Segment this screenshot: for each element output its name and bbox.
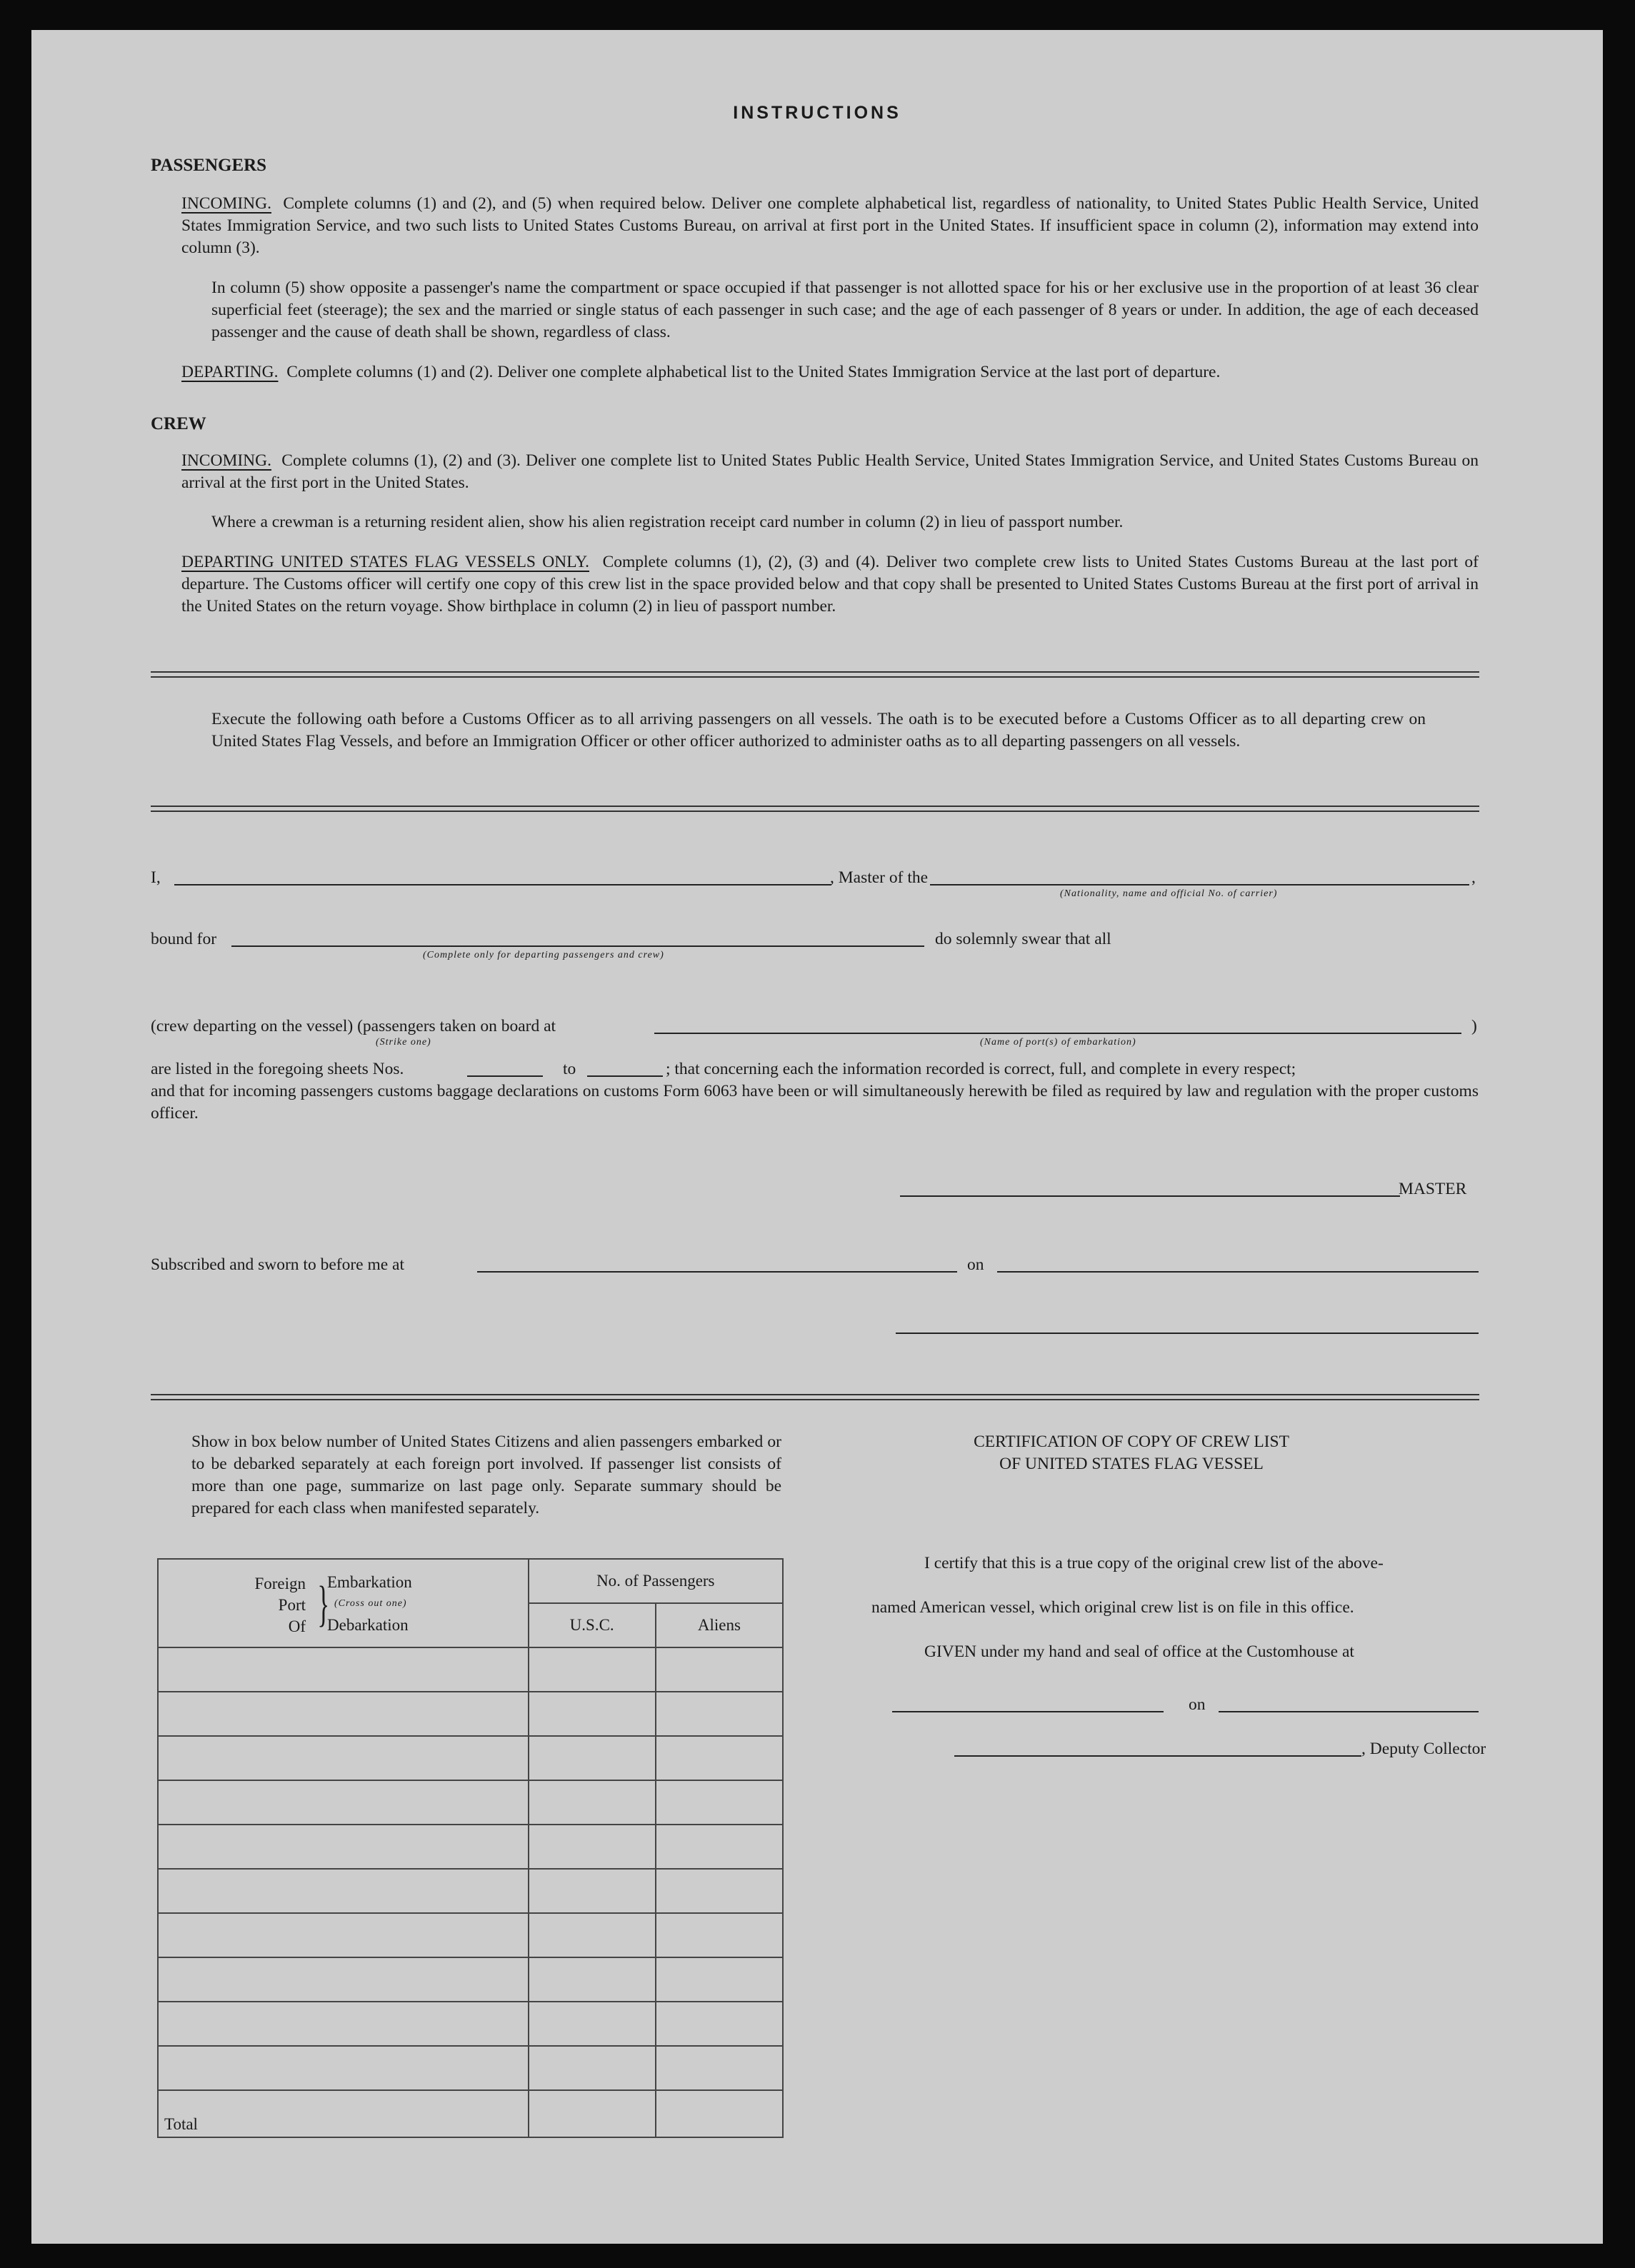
table-row <box>158 1736 783 1780</box>
sheet-to-field[interactable] <box>587 1075 663 1077</box>
port-cell[interactable] <box>158 1913 529 1957</box>
resident-alien-instructions: Where a crewman is a returning resident alien, show his alien registration receipt card number in column (2) in lieu of passport number. <box>211 513 1124 531</box>
officer-signature-field[interactable] <box>896 1333 1479 1334</box>
passengers-departing-instructions <box>181 361 1479 383</box>
crew-departing-instructions <box>181 551 1479 618</box>
aliens-cell[interactable] <box>656 2002 783 2046</box>
aliens-cell[interactable] <box>656 2046 783 2090</box>
aliens-cell[interactable] <box>656 1692 783 1736</box>
total-label: Total <box>158 2090 529 2137</box>
port-cell[interactable] <box>158 2046 529 2090</box>
ports-caption: (Name of port(s) of embarkation) <box>980 1037 1136 1048</box>
usc-cell[interactable] <box>529 1780 656 1825</box>
oath-instructions: Execute the following oath before a Customs Officer as to all arriving passengers on all vessels. The oath is to be executed before a Customs Officer as to all departing crew on United States Flag Vessels, and before an Immigration Officer or other officer authorized to administer oaths as to all departing passengers on all vessels. <box>211 710 1426 751</box>
carrier-field[interactable] <box>930 884 1469 885</box>
crew-incoming-label: INCOMING. <box>181 451 271 470</box>
bound-for-field[interactable] <box>231 945 924 947</box>
column5-instructions: In column (5) show opposite a passenger's name the compartment or space occupied if that passenger is not allotted space for his or her exclusive use in the proportion of at least 36 clear superficial feet (steerage); the sex and the married or single status of each passenger in such case; and the age of each passenger of 8 years or under. In addition, the age of each deceased passenger and the cause of death shall be shown, regardless of class. <box>211 279 1479 341</box>
aliens-cell[interactable] <box>656 1957 783 2002</box>
usc-cell[interactable] <box>529 1736 656 1780</box>
bound-caption: (Complete only for departing passengers and crew) <box>423 950 664 960</box>
passengers-incoming-instructions <box>181 193 1479 259</box>
sworn-location-field[interactable] <box>477 1271 957 1273</box>
of-label: Of <box>288 1617 306 1635</box>
certification-date-field[interactable] <box>1219 1711 1479 1712</box>
usc-cell[interactable] <box>529 1913 656 1957</box>
table-row <box>158 1957 783 2002</box>
passengers-incoming-text: Complete columns (1) and (2), and (5) when required below. Deliver one complete alphabetical list, regardless of nationality, to United States Public Health Service, United States Immigration Service, and two such lists to United States Customs Bureau, on arrival at first port in the United States. If insufficient space in column (2), information may extend into column (3). <box>181 194 1479 257</box>
total-row <box>158 2090 783 2137</box>
sworn-on-label: on <box>967 1255 984 1274</box>
usc-cell[interactable] <box>529 1692 656 1736</box>
passengers-departing-text: Complete columns (1) and (2). Deliver one complete alphabetical list to the United States Immigration Service at the last port of departure. <box>286 363 1221 381</box>
form-sheet <box>31 30 1603 2244</box>
baggage-statement: and that for incoming passengers customs baggage declarations on customs Form 6063 have been or will simultaneously herewith be filed as required by law and regulation with the proper customs officer. <box>151 1082 1479 1123</box>
comma: , <box>1471 868 1476 887</box>
sheets-to-label: to <box>563 1060 576 1078</box>
crew-departing-text: Complete columns (1), (2), (3) and (4). Deliver two complete crew lists to United States Customs Bureau at the last port of departure. The Customs officer will certify one copy of this crew list in the space provided below and that copy shall be presented to United States Customs Bureau at the first port of arrival in the United States on the return voyage. Show birthplace in column (2) in lieu of passport number. <box>181 553 1479 616</box>
certify-line1: I certify that this is a true copy of the original crew list of the above- <box>924 1554 1384 1572</box>
sheet-from-field[interactable] <box>467 1075 543 1077</box>
usc-cell[interactable] <box>529 2002 656 2046</box>
table-row <box>158 1913 783 1957</box>
aliens-cell[interactable] <box>656 1780 783 1825</box>
summary-instructions: Show in box below number of United States Citizens and alien passengers embarked or to be debarked separately at each foreign port involved. If passenger list consists of more than one page, summarize on last page only. Separate summary should be prepared for each class when manifested separately. <box>191 1432 781 1517</box>
usc-cell[interactable] <box>529 1647 656 1692</box>
usc-header: U.S.C. <box>529 1603 656 1647</box>
embarkation-label: Embarkation <box>327 1573 412 1591</box>
usc-cell[interactable] <box>529 2046 656 2090</box>
table-row <box>158 1780 783 1825</box>
deputy-collector-label: , Deputy Collector <box>1361 1740 1486 1758</box>
port-cell[interactable] <box>158 1647 529 1692</box>
port-cell[interactable] <box>158 2002 529 2046</box>
master-signature-field[interactable] <box>900 1195 1400 1197</box>
port-cell[interactable] <box>158 1825 529 1869</box>
aliens-cell[interactable] <box>656 1825 783 1869</box>
master-label: MASTER <box>1399 1180 1467 1198</box>
table-row <box>158 2002 783 2046</box>
sheets-label: are listed in the foregoing sheets Nos. <box>151 1060 404 1078</box>
customhouse-field[interactable] <box>892 1711 1164 1712</box>
port-cell[interactable] <box>158 1780 529 1825</box>
given-text: GIVEN under my hand and seal of office at the Customhouse at <box>924 1642 1354 1661</box>
port-label: Port <box>278 1596 306 1614</box>
usc-cell[interactable] <box>529 1869 656 1913</box>
port-cell[interactable] <box>158 1736 529 1780</box>
passengers-incoming-label: INCOMING. <box>181 194 271 213</box>
certification-title-line1: CERTIFICATION OF COPY OF CREW LIST <box>974 1432 1289 1451</box>
subscribed-label: Subscribed and sworn to before me at <box>151 1255 405 1274</box>
divider <box>151 806 1479 812</box>
usc-cell[interactable] <box>529 1825 656 1869</box>
table-row <box>158 1869 783 1913</box>
table-row <box>158 1825 783 1869</box>
close-paren: ) <box>1471 1017 1477 1035</box>
passenger-summary-table <box>157 1558 784 2138</box>
table-row <box>158 1647 783 1692</box>
bound-for-label: bound for <box>151 930 217 948</box>
crew-heading: CREW <box>151 414 206 433</box>
master-name-field[interactable] <box>174 884 831 885</box>
foreign-label: Foreign <box>254 1575 306 1592</box>
carrier-caption: (Nationality, name and official No. of carrier) <box>1060 888 1278 899</box>
aliens-cell[interactable] <box>656 1913 783 1957</box>
table-row <box>158 1692 783 1736</box>
usc-cell[interactable] <box>529 1957 656 2002</box>
cross-out-caption: (Cross out one) <box>334 1598 407 1609</box>
port-cell[interactable] <box>158 1957 529 2002</box>
passengers-heading: PASSENGERS <box>151 156 267 175</box>
aliens-cell[interactable] <box>656 1869 783 1913</box>
debarkation-label: Debarkation <box>327 1616 409 1634</box>
strike-caption: (Strike one) <box>376 1037 431 1048</box>
certification-on-label: on <box>1189 1695 1206 1714</box>
crew-incoming-instructions <box>181 450 1479 494</box>
port-cell[interactable] <box>158 1869 529 1913</box>
no-passengers-header: No. of Passengers <box>529 1559 783 1603</box>
certification-title-line2: OF UNITED STATES FLAG VESSEL <box>999 1455 1264 1473</box>
crew-incoming-text: Complete columns (1), (2) and (3). Deliver one complete list to United States Public Health Service, United States Immigration Service, and United States Customs Bureau on arrival at the first port in the United States. <box>181 451 1479 492</box>
sworn-date-field[interactable] <box>997 1271 1479 1273</box>
correctness-statement: ; that concerning each the information recorded is correct, full, and complete in every respect; <box>666 1060 1296 1078</box>
master-of-label: , Master of the <box>830 868 929 887</box>
aliens-header: Aliens <box>656 1603 783 1647</box>
table-row <box>158 2046 783 2090</box>
passengers-departing-label: DEPARTING. <box>181 363 279 381</box>
deputy-collector-signature-field[interactable] <box>954 1755 1361 1757</box>
page-title: INSTRUCTIONS <box>733 103 901 123</box>
embarkation-ports-field[interactable] <box>654 1033 1461 1034</box>
port-header <box>158 1559 529 1647</box>
aliens-cell[interactable] <box>656 1647 783 1692</box>
crew-departing-label-text: (crew departing on the vessel) (passengers taken on board at <box>151 1017 556 1035</box>
aliens-cell[interactable] <box>656 1736 783 1780</box>
brace-icon: } <box>317 1577 330 1632</box>
certify-line2: named American vessel, which original crew list is on file in this office. <box>871 1598 1354 1617</box>
port-cell[interactable] <box>158 1692 529 1736</box>
usc-total-cell[interactable] <box>529 2090 656 2137</box>
divider <box>151 671 1479 678</box>
aliens-total-cell[interactable] <box>656 2090 783 2137</box>
oath-i-label: I, <box>151 868 161 887</box>
crew-departing-label: DEPARTING UNITED STATES FLAG VESSELS ONLY. <box>181 553 590 571</box>
divider <box>151 1394 1479 1400</box>
swear-text: do solemnly swear that all <box>935 930 1111 948</box>
